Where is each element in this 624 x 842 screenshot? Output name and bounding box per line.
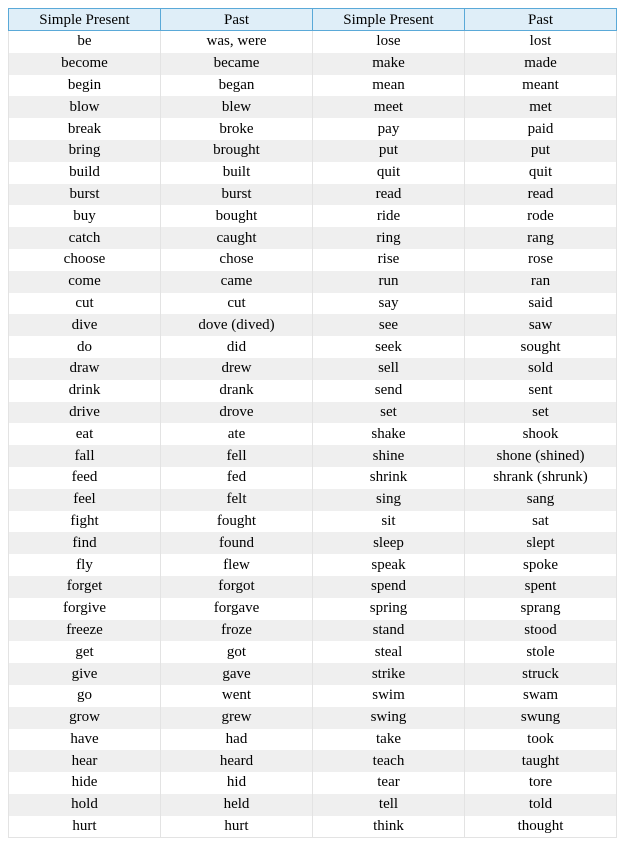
table-row bbox=[9, 641, 617, 663]
present-cell: mean bbox=[313, 75, 465, 97]
past-cell: swam bbox=[465, 685, 617, 707]
past-cell: set bbox=[465, 402, 617, 424]
present-cell: quit bbox=[313, 162, 465, 184]
present-cell: fly bbox=[9, 554, 161, 576]
present-cell: forget bbox=[9, 576, 161, 598]
present-cell: meet bbox=[313, 96, 465, 118]
table-header bbox=[9, 9, 617, 31]
present-cell: tear bbox=[313, 772, 465, 794]
past-cell: sprang bbox=[465, 598, 617, 620]
past-cell: found bbox=[161, 532, 313, 554]
table-row bbox=[9, 227, 617, 249]
past-cell: broke bbox=[161, 118, 313, 140]
past-cell: thought bbox=[465, 816, 617, 838]
table-row bbox=[9, 271, 617, 293]
present-cell: tell bbox=[313, 794, 465, 816]
table-row bbox=[9, 620, 617, 642]
past-cell: said bbox=[465, 293, 617, 315]
past-cell: was, were bbox=[161, 31, 313, 53]
past-cell: sought bbox=[465, 336, 617, 358]
past-cell: fought bbox=[161, 511, 313, 533]
present-cell: sell bbox=[313, 358, 465, 380]
table-row bbox=[9, 336, 617, 358]
present-cell: swim bbox=[313, 685, 465, 707]
past-cell: got bbox=[161, 641, 313, 663]
present-cell: feel bbox=[9, 489, 161, 511]
table-row bbox=[9, 685, 617, 707]
present-cell: sit bbox=[313, 511, 465, 533]
table-row bbox=[9, 358, 617, 380]
present-cell: break bbox=[9, 118, 161, 140]
past-cell: sold bbox=[465, 358, 617, 380]
table-row bbox=[9, 707, 617, 729]
table-row bbox=[9, 729, 617, 751]
past-cell: came bbox=[161, 271, 313, 293]
past-cell: put bbox=[465, 140, 617, 162]
past-cell: meant bbox=[465, 75, 617, 97]
past-cell: taught bbox=[465, 750, 617, 772]
present-cell: get bbox=[9, 641, 161, 663]
present-cell: give bbox=[9, 663, 161, 685]
present-cell: be bbox=[9, 31, 161, 53]
past-cell: stole bbox=[465, 641, 617, 663]
present-cell: forgive bbox=[9, 598, 161, 620]
table-row bbox=[9, 467, 617, 489]
past-cell: met bbox=[465, 96, 617, 118]
present-cell: blow bbox=[9, 96, 161, 118]
past-cell: felt bbox=[161, 489, 313, 511]
present-cell: put bbox=[313, 140, 465, 162]
table-row bbox=[9, 162, 617, 184]
present-cell: take bbox=[313, 729, 465, 751]
past-cell: paid bbox=[465, 118, 617, 140]
past-cell: grew bbox=[161, 707, 313, 729]
past-cell: brought bbox=[161, 140, 313, 162]
table-row bbox=[9, 314, 617, 336]
past-cell: forgot bbox=[161, 576, 313, 598]
present-cell: run bbox=[313, 271, 465, 293]
present-cell: choose bbox=[9, 249, 161, 271]
present-cell: burst bbox=[9, 184, 161, 206]
past-cell: rose bbox=[465, 249, 617, 271]
present-cell: find bbox=[9, 532, 161, 554]
present-cell: hear bbox=[9, 750, 161, 772]
present-cell: come bbox=[9, 271, 161, 293]
present-cell: sing bbox=[313, 489, 465, 511]
present-cell: see bbox=[313, 314, 465, 336]
table-row bbox=[9, 31, 617, 53]
past-cell: flew bbox=[161, 554, 313, 576]
past-cell: took bbox=[465, 729, 617, 751]
past-cell: spent bbox=[465, 576, 617, 598]
table-row bbox=[9, 249, 617, 271]
present-cell: stand bbox=[313, 620, 465, 642]
past-cell: read bbox=[465, 184, 617, 206]
present-cell: shine bbox=[313, 445, 465, 467]
present-cell: drive bbox=[9, 402, 161, 424]
past-cell: sent bbox=[465, 380, 617, 402]
table-row bbox=[9, 750, 617, 772]
past-cell: forgave bbox=[161, 598, 313, 620]
table-row bbox=[9, 380, 617, 402]
past-cell: fell bbox=[161, 445, 313, 467]
present-cell: teach bbox=[313, 750, 465, 772]
past-cell: drove bbox=[161, 402, 313, 424]
present-cell: fall bbox=[9, 445, 161, 467]
past-cell: did bbox=[161, 336, 313, 358]
past-cell: fed bbox=[161, 467, 313, 489]
present-cell: read bbox=[313, 184, 465, 206]
past-cell: lost bbox=[465, 31, 617, 53]
present-cell: shake bbox=[313, 423, 465, 445]
past-cell: cut bbox=[161, 293, 313, 315]
past-cell: began bbox=[161, 75, 313, 97]
present-cell: think bbox=[313, 816, 465, 838]
irregular-verbs-table bbox=[8, 8, 617, 838]
past-cell: shook bbox=[465, 423, 617, 445]
table-row bbox=[9, 772, 617, 794]
present-cell: fight bbox=[9, 511, 161, 533]
past-cell: rang bbox=[465, 227, 617, 249]
table-row bbox=[9, 96, 617, 118]
past-cell: dove (dived) bbox=[161, 314, 313, 336]
present-cell: set bbox=[313, 402, 465, 424]
present-cell: seek bbox=[313, 336, 465, 358]
present-cell: begin bbox=[9, 75, 161, 97]
present-cell: feed bbox=[9, 467, 161, 489]
past-cell: shrank (shrunk) bbox=[465, 467, 617, 489]
table-row bbox=[9, 794, 617, 816]
table-row bbox=[9, 576, 617, 598]
past-cell: built bbox=[161, 162, 313, 184]
past-cell: tore bbox=[465, 772, 617, 794]
present-cell: build bbox=[9, 162, 161, 184]
present-cell: rise bbox=[313, 249, 465, 271]
table-row bbox=[9, 293, 617, 315]
present-cell: ride bbox=[313, 205, 465, 227]
past-cell: chose bbox=[161, 249, 313, 271]
past-cell: burst bbox=[161, 184, 313, 206]
past-cell: swung bbox=[465, 707, 617, 729]
past-cell: became bbox=[161, 53, 313, 75]
past-cell: told bbox=[465, 794, 617, 816]
table-row bbox=[9, 140, 617, 162]
past-cell: held bbox=[161, 794, 313, 816]
past-cell: bought bbox=[161, 205, 313, 227]
present-cell: shrink bbox=[313, 467, 465, 489]
table-row bbox=[9, 445, 617, 467]
present-cell: say bbox=[313, 293, 465, 315]
present-cell: ring bbox=[313, 227, 465, 249]
past-cell: hid bbox=[161, 772, 313, 794]
past-cell: went bbox=[161, 685, 313, 707]
past-cell: hurt bbox=[161, 816, 313, 838]
past-cell: shone (shined) bbox=[465, 445, 617, 467]
past-cell: sat bbox=[465, 511, 617, 533]
header-row bbox=[9, 9, 617, 31]
table-row bbox=[9, 532, 617, 554]
column-header-past-1: Past bbox=[161, 9, 313, 31]
present-cell: hide bbox=[9, 772, 161, 794]
past-cell: ran bbox=[465, 271, 617, 293]
present-cell: spend bbox=[313, 576, 465, 598]
present-cell: speak bbox=[313, 554, 465, 576]
past-cell: struck bbox=[465, 663, 617, 685]
column-header-simple-present-1: Simple Present bbox=[9, 9, 161, 31]
present-cell: hold bbox=[9, 794, 161, 816]
past-cell: drank bbox=[161, 380, 313, 402]
past-cell: blew bbox=[161, 96, 313, 118]
present-cell: draw bbox=[9, 358, 161, 380]
present-cell: cut bbox=[9, 293, 161, 315]
table-row bbox=[9, 205, 617, 227]
past-cell: had bbox=[161, 729, 313, 751]
table-row bbox=[9, 489, 617, 511]
past-cell: saw bbox=[465, 314, 617, 336]
present-cell: freeze bbox=[9, 620, 161, 642]
table-row bbox=[9, 816, 617, 838]
past-cell: ate bbox=[161, 423, 313, 445]
present-cell: bring bbox=[9, 140, 161, 162]
column-header-simple-present-2: Simple Present bbox=[313, 9, 465, 31]
verb-table-container bbox=[8, 8, 616, 838]
present-cell: do bbox=[9, 336, 161, 358]
past-cell: gave bbox=[161, 663, 313, 685]
present-cell: pay bbox=[313, 118, 465, 140]
present-cell: send bbox=[313, 380, 465, 402]
table-row bbox=[9, 598, 617, 620]
present-cell: eat bbox=[9, 423, 161, 445]
table-row bbox=[9, 554, 617, 576]
past-cell: rode bbox=[465, 205, 617, 227]
present-cell: spring bbox=[313, 598, 465, 620]
past-cell: drew bbox=[161, 358, 313, 380]
present-cell: have bbox=[9, 729, 161, 751]
table-row bbox=[9, 423, 617, 445]
present-cell: strike bbox=[313, 663, 465, 685]
past-cell: made bbox=[465, 53, 617, 75]
table-row bbox=[9, 118, 617, 140]
table-row bbox=[9, 663, 617, 685]
table-row bbox=[9, 53, 617, 75]
past-cell: quit bbox=[465, 162, 617, 184]
past-cell: sang bbox=[465, 489, 617, 511]
present-cell: swing bbox=[313, 707, 465, 729]
present-cell: dive bbox=[9, 314, 161, 336]
past-cell: heard bbox=[161, 750, 313, 772]
present-cell: become bbox=[9, 53, 161, 75]
column-header-past-2: Past bbox=[465, 9, 617, 31]
table-row bbox=[9, 511, 617, 533]
present-cell: steal bbox=[313, 641, 465, 663]
present-cell: buy bbox=[9, 205, 161, 227]
table-row bbox=[9, 184, 617, 206]
present-cell: hurt bbox=[9, 816, 161, 838]
past-cell: stood bbox=[465, 620, 617, 642]
past-cell: slept bbox=[465, 532, 617, 554]
table-row bbox=[9, 75, 617, 97]
table-row bbox=[9, 402, 617, 424]
past-cell: spoke bbox=[465, 554, 617, 576]
present-cell: grow bbox=[9, 707, 161, 729]
past-cell: froze bbox=[161, 620, 313, 642]
table-body bbox=[9, 31, 617, 838]
present-cell: catch bbox=[9, 227, 161, 249]
present-cell: sleep bbox=[313, 532, 465, 554]
present-cell: lose bbox=[313, 31, 465, 53]
present-cell: go bbox=[9, 685, 161, 707]
present-cell: make bbox=[313, 53, 465, 75]
past-cell: caught bbox=[161, 227, 313, 249]
present-cell: drink bbox=[9, 380, 161, 402]
